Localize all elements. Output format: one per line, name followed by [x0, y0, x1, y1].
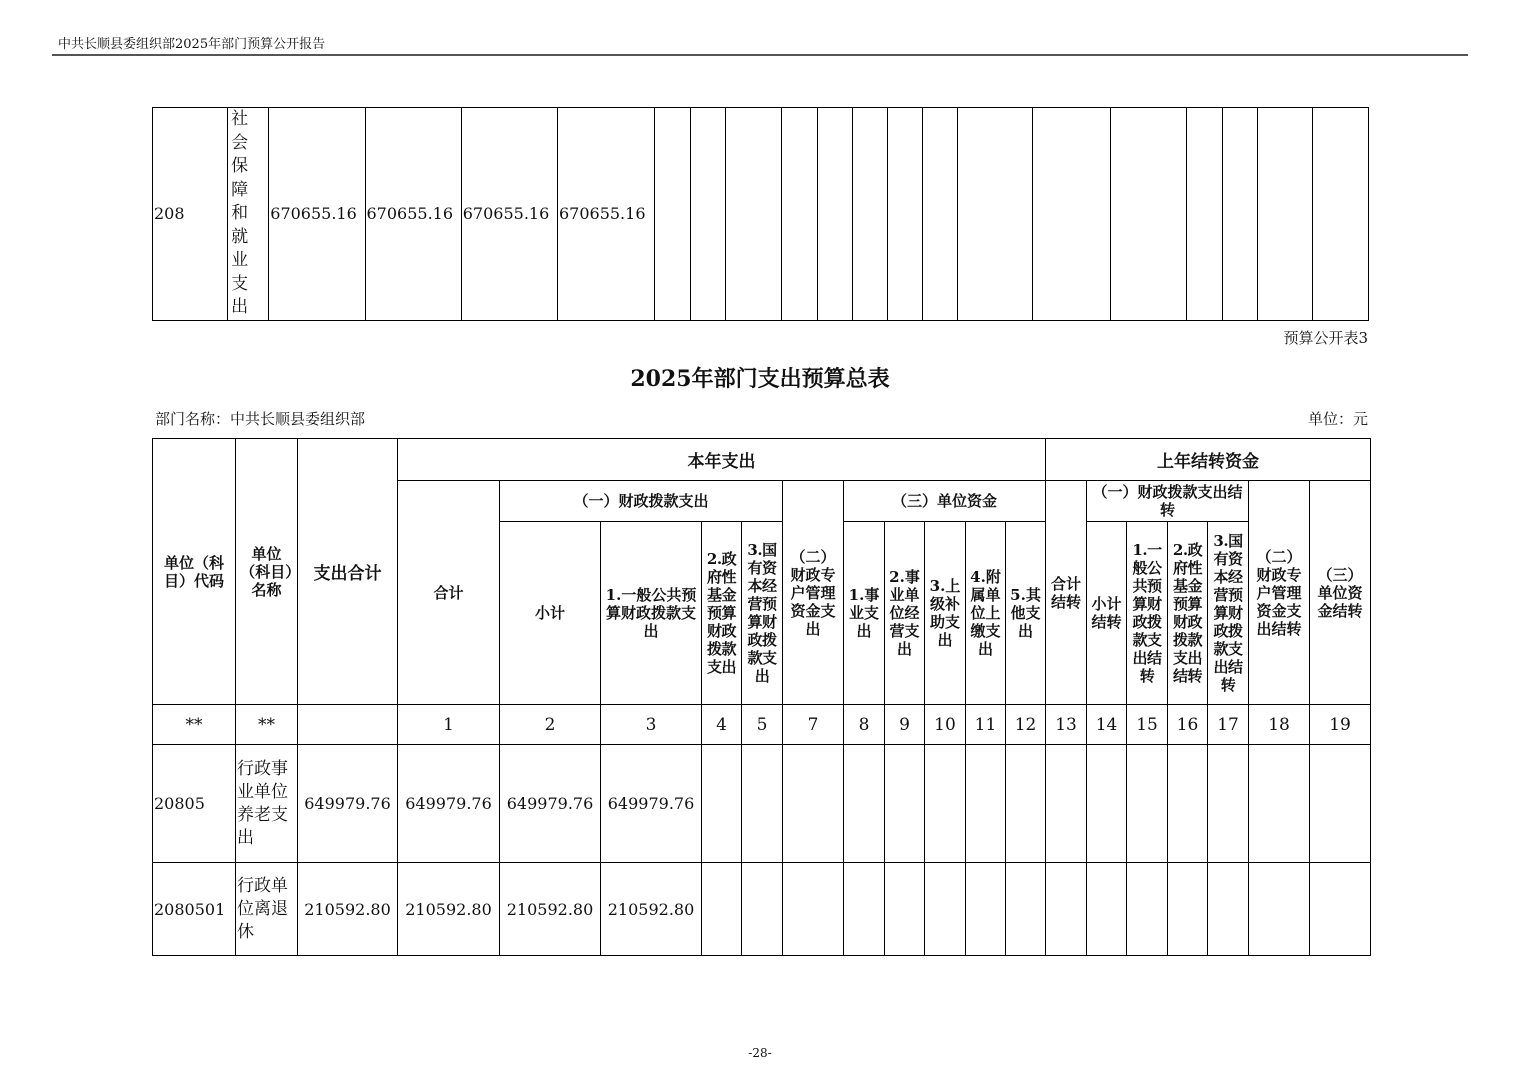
header-subtotal: 小计 [500, 522, 601, 705]
header-carry-sum: 合计结转 [1046, 481, 1087, 705]
header-rule [52, 54, 1468, 56]
report-header: 中共长顺县委组织部2025年部门预算公开报告 [58, 37, 326, 52]
header-row-1 [153, 439, 1371, 481]
header-total: 支出合计 [298, 439, 398, 705]
header-carry-gov-fund: 2.政府性基金预算财政拨款支出结转 [1168, 522, 1208, 705]
cell-general-public: 210592.80 [601, 863, 702, 956]
header-carry-state: 3.国有资本经营预算财政拨款支出结转 [1208, 522, 1249, 705]
header-fiscal-alloc: （一）财政拨款支出 [500, 481, 783, 522]
header-business: 2.事业单位经营支出 [885, 522, 925, 705]
header-subsidy: 3.上级补助支出 [925, 522, 966, 705]
header-carry-fiscal: （一）财政拨款支出结转 [1087, 481, 1249, 522]
page-title: 2025年部门支出预算总表 [630, 366, 890, 392]
row-code: 20805 [153, 745, 236, 863]
header-carry-subtotal: 小计结转 [1087, 522, 1127, 705]
page-number: -28- [748, 1046, 772, 1060]
header-cur-sum: 合计 [398, 481, 500, 705]
header-prior-year: 上年结转资金 [1046, 439, 1371, 481]
index-row: ** ** 1 2 3 4 5 7 8 9 10 11 12 13 14 15 16 17 18 19 [153, 705, 1371, 745]
table-row [153, 745, 1371, 863]
row-code: 208 [153, 108, 228, 321]
cell-subtotal: 670655.16 [461, 108, 557, 321]
row-code: 2080501 [153, 863, 236, 956]
cell-general-public: 649979.76 [601, 745, 702, 863]
header-affiliated: 4.附属单位上缴支出 [966, 522, 1006, 705]
unit-label: 单位：元 [1307, 410, 1368, 428]
header-career: 1.事业支出 [844, 522, 885, 705]
header-special-account: （二）财政专户管理资金支出 [783, 481, 844, 705]
table-row [153, 108, 1369, 321]
header-code: 单位（科目）代码 [153, 439, 236, 705]
continued-table [152, 107, 1369, 321]
cell-subtotal: 210592.80 [500, 863, 601, 956]
header-carry-general: 1.一般公共预算财政拨款支出结转 [1127, 522, 1168, 705]
table-row [153, 863, 1371, 956]
header-name: 单位（科目）名称 [236, 439, 298, 705]
department-label: 部门名称：中共长顺县委组织部 [155, 410, 366, 428]
header-current-year: 本年支出 [398, 439, 1046, 481]
table-number: 预算公开表3 [1283, 329, 1368, 347]
header-carry-unit: （三）单位资金结转 [1310, 481, 1371, 705]
cell-sum: 649979.76 [398, 745, 500, 863]
row-name: 社会保障和就业支出 [231, 109, 249, 317]
cell-total: 649979.76 [298, 745, 398, 863]
cell-sum: 670655.16 [365, 108, 461, 321]
cell-general-public: 670655.16 [557, 108, 654, 321]
cell-total: 210592.80 [298, 863, 398, 956]
header-other: 5.其他支出 [1006, 522, 1046, 705]
cell-subtotal: 649979.76 [500, 745, 601, 863]
cell-sum: 210592.80 [398, 863, 500, 956]
header-carry-special: （二）财政专户管理资金支出结转 [1249, 481, 1310, 705]
row-name: 行政单位离退休 [236, 863, 298, 956]
header-unit-funds: （三）单位资金 [844, 481, 1046, 522]
header-general-public: 1.一般公共预算财政拨款支出 [601, 522, 702, 705]
budget-table [152, 438, 1371, 956]
cell-total: 670655.16 [269, 108, 365, 321]
header-state-capital: 3.国有资本经营预算财政拨款支出 [742, 522, 783, 705]
row-name: 行政事业单位养老支出 [236, 745, 298, 863]
header-gov-fund: 2.政府性基金预算财政拨款支出 [702, 522, 742, 705]
